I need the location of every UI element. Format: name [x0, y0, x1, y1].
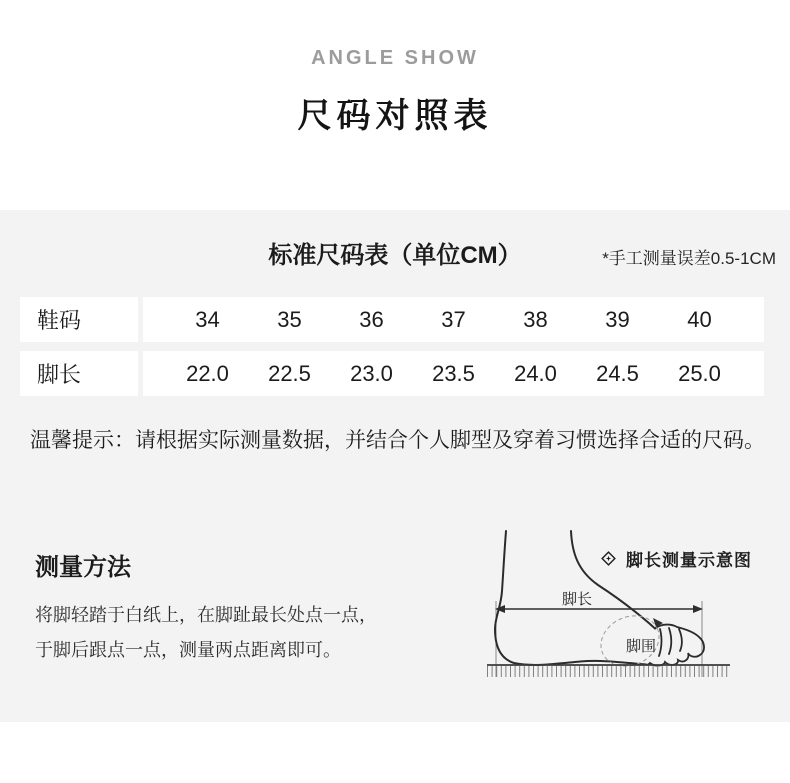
ruler-baseline — [487, 665, 730, 672]
measure-method-line2: 于脚后跟点一点，测量两点距离即可。 — [35, 640, 341, 660]
size-chart-panel — [0, 210, 790, 722]
table-cell: 36 — [359, 306, 384, 332]
table-cell: 35 — [277, 306, 302, 332]
table-row-foot-length — [20, 351, 764, 396]
table-cell: 22.5 — [268, 360, 311, 386]
table-cell: 25.0 — [678, 360, 721, 386]
table-cell: 40 — [687, 306, 712, 332]
angle-show-label: ANGLE SHOW — [311, 47, 479, 69]
table-cell: 24.5 — [596, 360, 639, 386]
measure-method-line1: 将脚轻踏于白纸上，在脚趾最长处点一点， — [35, 605, 377, 625]
warm-tip-text: 温馨提示：请根据实际测量数据，并结合个人脚型及穿着习惯选择合适的尺码。 — [30, 429, 765, 452]
table-cell: 37 — [441, 306, 466, 332]
size-table-title: 标准尺码表（单位CM） — [268, 242, 522, 269]
row-values-foot-length — [143, 351, 764, 396]
page-title: 尺码对照表 — [297, 97, 493, 135]
row-header-foot-length: 脚长 — [20, 351, 138, 396]
measure-method-heading: 测量方法 — [35, 554, 131, 581]
table-cell: 24.0 — [514, 360, 557, 386]
table-cell: 38 — [523, 306, 548, 332]
table-cell: 34 — [195, 306, 220, 332]
table-cell: 23.5 — [432, 360, 475, 386]
table-cell: 39 — [605, 306, 630, 332]
table-cell: 23.0 — [350, 360, 393, 386]
table-row-shoe-size — [20, 297, 764, 342]
foot-measurement-diagram — [482, 525, 760, 685]
row-values-shoe-size — [143, 297, 764, 342]
diagram-caption-label: 脚长测量示意图 — [626, 551, 752, 570]
measurement-tolerance-note: *手工测量误差0.5-1CM — [602, 249, 776, 268]
foot-girth-label: 脚围 — [625, 638, 657, 655]
table-cell: 22.0 — [186, 360, 229, 386]
foot-length-arrow — [495, 605, 703, 613]
row-header-shoe-size: 鞋码 — [20, 297, 138, 342]
size-table — [20, 297, 764, 405]
foot-length-label: 脚长 — [561, 591, 593, 608]
